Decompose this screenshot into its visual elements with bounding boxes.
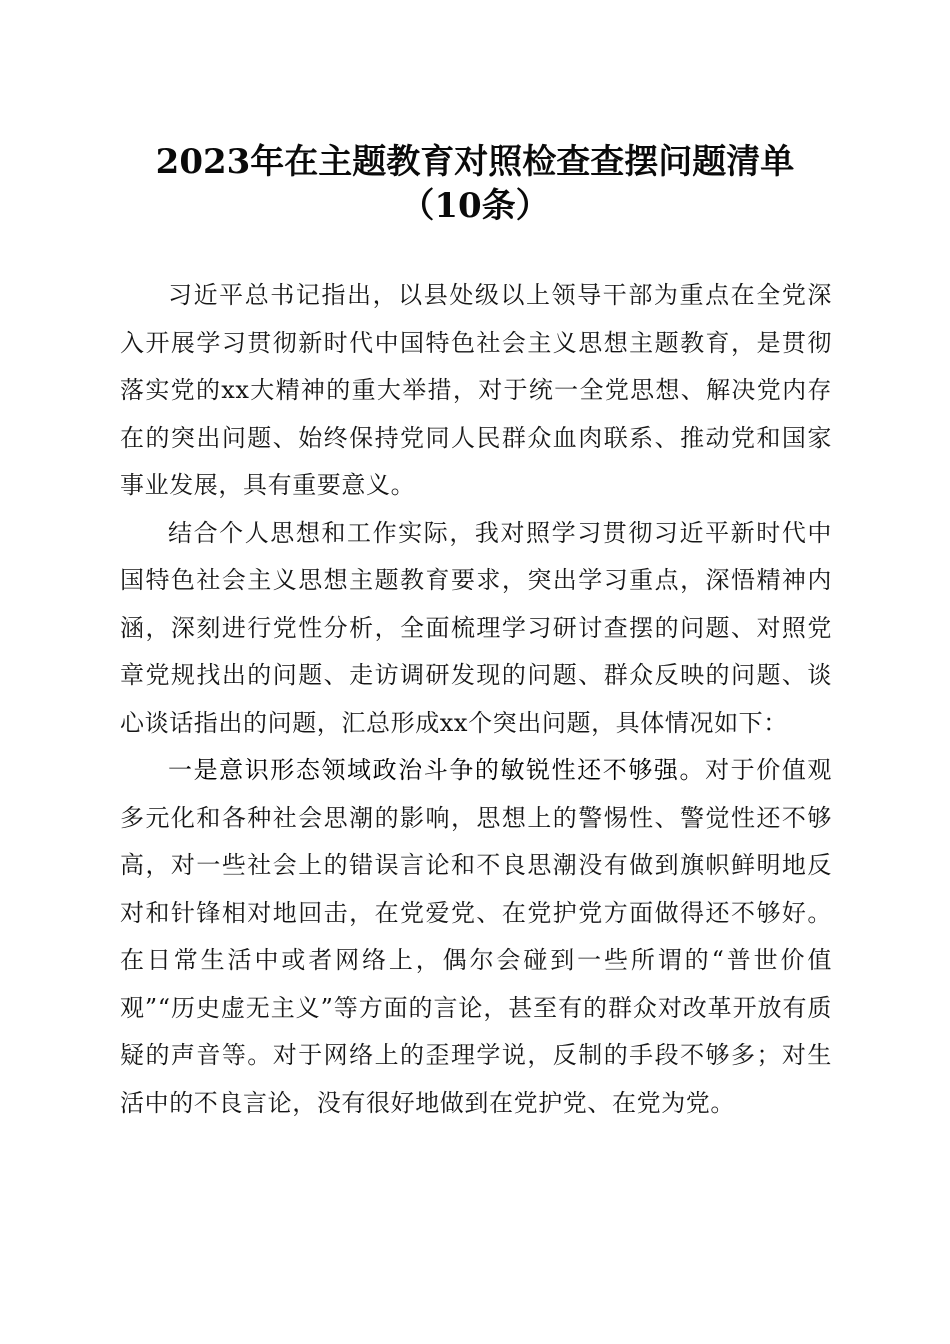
paragraph-lead: 一是意识形态领域政治斗争的敏锐性还不够强。 [168,756,706,784]
title-line-2: （10条） [400,186,550,226]
paragraph-text: 对于价值观多元化和各种社会思潮的影响，思想上的警惕性、警觉性还不够高，对一些社会上的错误言论和不良思潮没有做到旗帜鲜明地反对和针锋相对地回击，在党爱党、在党护党方面做得还不够好。在日常生活中或者网络上，偶尔会碰到一些所谓的“普世价值观”“历史虚无主义”等方面的言论，甚至有的群众对改革开放有质疑的声音等。对于网络上的歪理学说，反制的手段不够多；对生活中的不良言论，没有很好地做到在党护党、在党为党。 [120,756,832,1117]
paragraph-issue-1 [120,747,832,1127]
paragraph-context [120,510,832,748]
paragraph-text: 习近平总书记指出，以县处级以上领导干部为重点在全党深入开展学习贯彻新时代中国特色社会主义思想主题教育，是贯彻落实党的xx大精神的重大举措，对于统一全党思想、解决党内存在的突出问题、始终保持党同人民群众血肉联系、推动党和国家事业发展，具有重要意义。 [120,281,832,499]
paragraph-intro [120,272,832,510]
title-line-1: 2023年在主题教育对照检查查摆问题清单 [155,142,795,182]
document-title [0,140,950,228]
paragraph-text: 结合个人思想和工作实际，我对照学习贯彻习近平新时代中国特色社会主义思想主题教育要求，突出学习重点，深悟精神内涵，深刻进行党性分析，全面梳理学习研讨查摆的问题、对照党章党规找出的问题、走访调研发现的问题、群众反映的问题、谈心谈话指出的问题，汇总形成xx个突出问题，具体情况如下： [120,518,832,737]
document-body [120,272,832,1127]
